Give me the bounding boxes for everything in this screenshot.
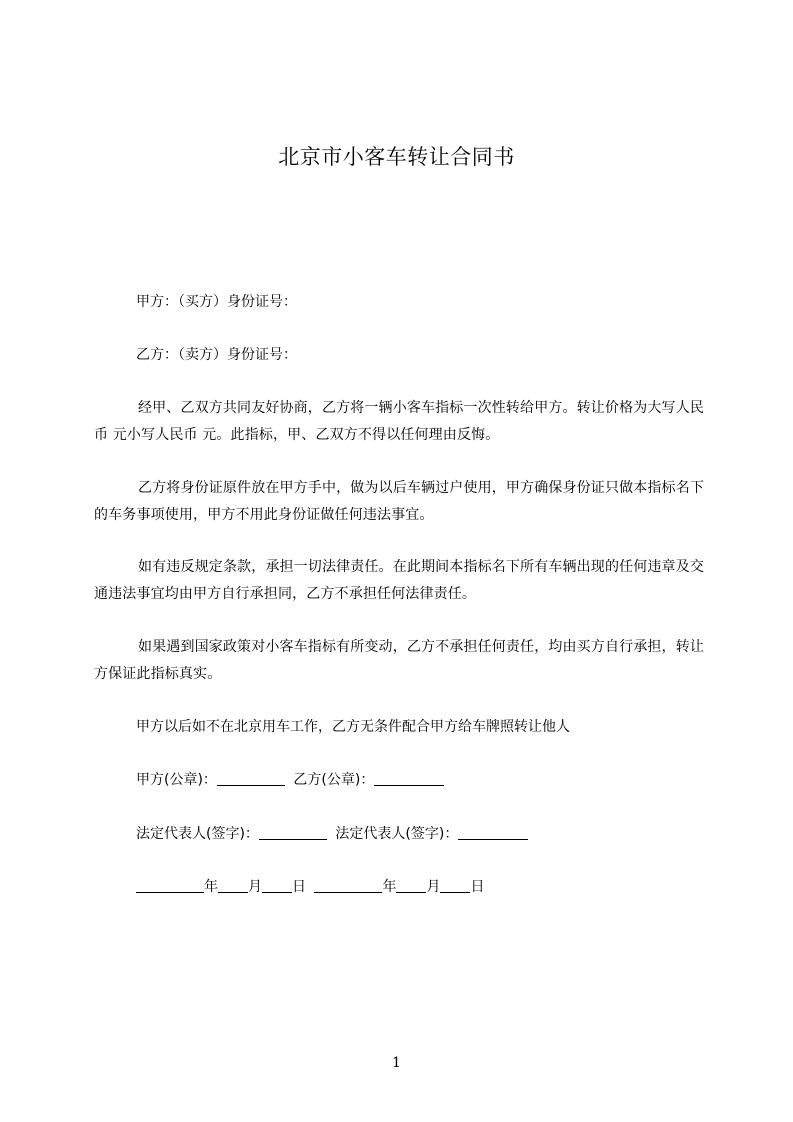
seal-signature-line — [136, 770, 444, 790]
date-b-day-label: 日 — [470, 879, 485, 895]
date-a-year-blank — [136, 878, 204, 893]
clause-paragraph-4: 如果遇到国家政策对小客车指标有所变动，乙方不承担任何责任，均由买方自行承担，转让方保证此指标真实。 — [94, 639, 704, 682]
party-b-seal-blank — [374, 771, 444, 786]
date-a-year-label: 年 — [204, 879, 218, 895]
clause-last-line: 甲方以后如不在北京用车工作，乙方无条件配合甲方给车牌照转让他人 — [136, 719, 570, 735]
representative-signature-line — [136, 824, 528, 844]
party-b-rep-blank — [458, 825, 528, 840]
date-line — [136, 877, 484, 897]
date-a-day-blank — [262, 878, 292, 893]
date-b-month-blank — [396, 878, 426, 893]
date-b-month-label: 月 — [426, 879, 441, 895]
clause-paragraph-2: 乙方将身份证原件放在甲方手中，做为以后车辆过户使用，甲方确保身份证只做本指标名下的车务事项使用，甲方不用此身份证做任何违法事宜。 — [94, 480, 704, 523]
clause-paragraph-1: 经甲、乙双方共同友好协商，乙方将一辆小客车指标一次性转给甲方。转让价格为大写人民币 元小写人民币 元。此指标，甲、乙双方不得以任何理由反悔。 — [94, 400, 704, 443]
party-a-seal-label: 甲方(公章)： — [136, 772, 217, 788]
date-a-day-label: 日 — [292, 879, 306, 895]
party-b-line: 乙方：（卖方）身份证号： — [136, 347, 297, 363]
date-a-month-blank — [218, 878, 248, 893]
page-number: 1 — [392, 1055, 401, 1071]
party-b-rep-label: 法定代表人(签字)： — [335, 826, 459, 842]
party-a-rep-blank — [259, 825, 327, 840]
party-a-rep-label: 法定代表人(签字)： — [136, 826, 259, 842]
date-b-year-blank — [314, 878, 382, 893]
clause-paragraph-3: 如有违反规定条款，承担一切法律责任。在此期间本指标名下所有车辆出现的任何违章及交通违法事宜均由甲方自行承担同，乙方不承担任何法律责任。 — [94, 559, 704, 602]
date-b-day-blank — [440, 878, 470, 893]
date-a-month-label: 月 — [248, 879, 262, 895]
party-a-seal-blank — [217, 771, 285, 786]
party-a-line: 甲方：（买方）身份证号： — [136, 294, 297, 310]
date-b-year-label: 年 — [382, 879, 397, 895]
party-b-seal-label: 乙方(公章)： — [293, 772, 375, 788]
document-title: 北京市小客车转让合同书 — [278, 145, 515, 169]
